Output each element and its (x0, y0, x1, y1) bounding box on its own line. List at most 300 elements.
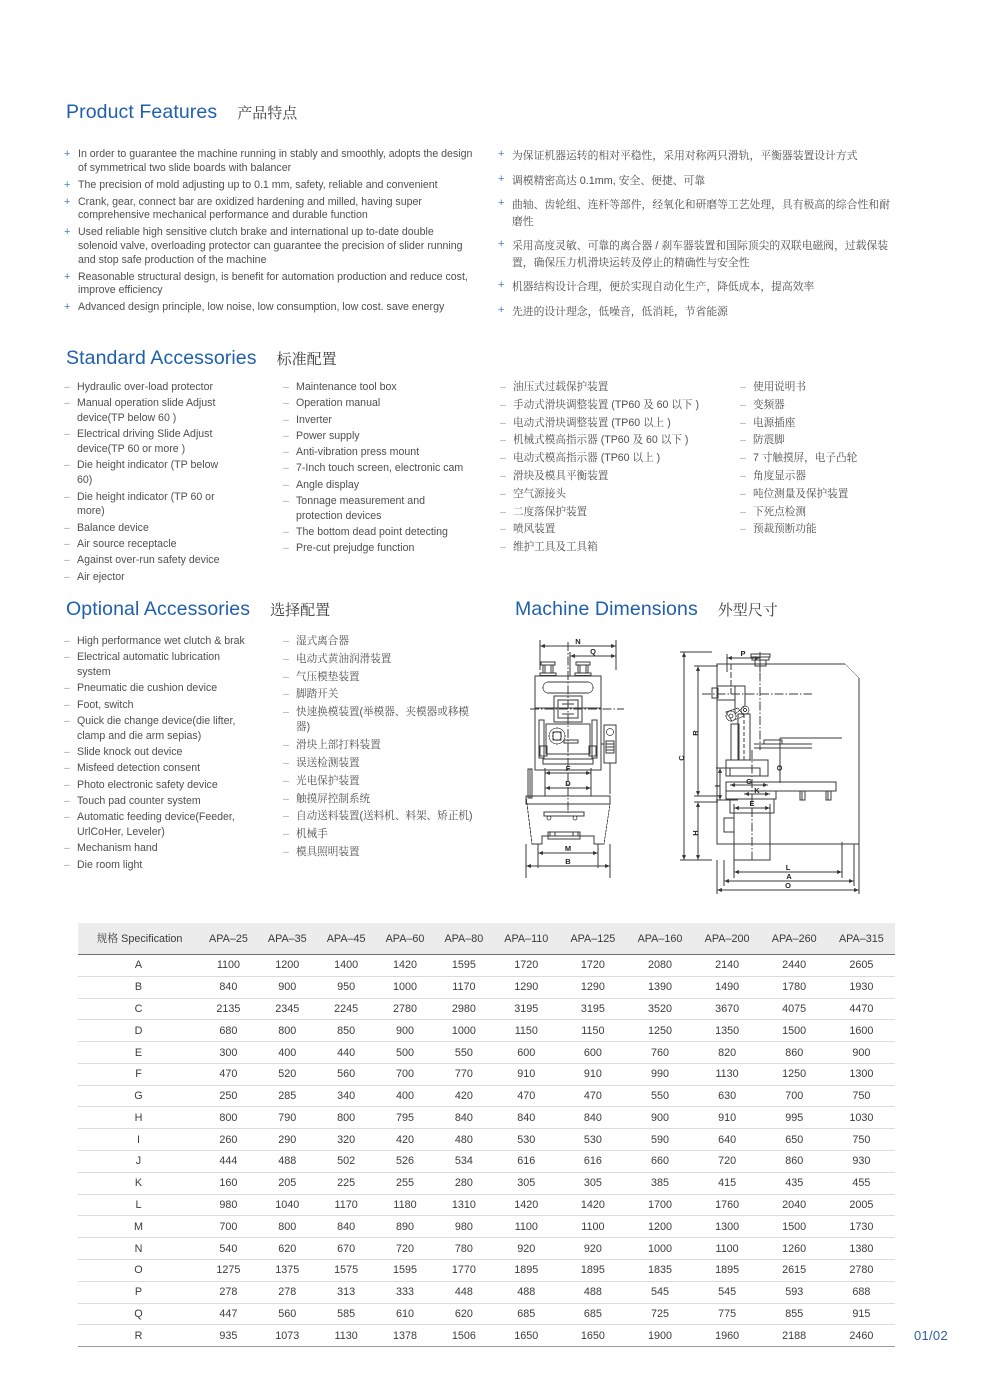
specification-table-container (78, 923, 895, 1347)
table-cell: 3520 (626, 998, 693, 1020)
dash-icon: – (283, 774, 289, 787)
list-item-text: Misfeed detection consent (77, 762, 201, 775)
table-cell: 980 (434, 1216, 493, 1238)
standard-accessories-col-en-2 (283, 380, 473, 558)
dash-icon: – (64, 381, 70, 393)
table-cell: 420 (434, 1085, 493, 1107)
table-row-label: H (78, 1107, 199, 1129)
list-item-text: Power supply (296, 429, 360, 442)
list-item-text: 触摸屏控制系统 (296, 792, 371, 805)
table-cell: 385 (626, 1172, 693, 1194)
dash-icon: – (740, 523, 746, 536)
table-cell: 800 (258, 1216, 317, 1238)
list-item (283, 380, 473, 395)
table-header-col-10: APA–315 (828, 923, 895, 955)
table-cell: 800 (199, 1107, 258, 1129)
table-cell: 225 (317, 1172, 376, 1194)
optional-accessories-heading (66, 598, 330, 621)
dash-icon: – (283, 845, 289, 858)
table-cell: 950 (317, 976, 376, 998)
table-cell: 278 (199, 1281, 258, 1303)
dim-label-P: P (740, 649, 746, 658)
list-item (64, 490, 236, 520)
table-cell: 448 (434, 1281, 493, 1303)
table-cell: 1073 (258, 1325, 317, 1347)
list-item-text: 喷风装置 (513, 523, 556, 536)
table-cell: 420 (376, 1129, 435, 1151)
list-item-text: 机械手 (296, 828, 328, 841)
dash-icon: – (283, 652, 289, 665)
list-item (283, 461, 473, 476)
table-cell: 1130 (694, 1063, 761, 1085)
table-cell: 2040 (761, 1194, 828, 1216)
table-cell: 640 (694, 1129, 761, 1151)
table-cell: 1275 (199, 1259, 258, 1281)
dim-label-O-inner: O (775, 765, 784, 771)
table-cell: 840 (199, 976, 258, 998)
plus-icon: + (64, 195, 71, 208)
dim-label-Q: Q (590, 647, 596, 656)
list-item (283, 652, 483, 667)
list-item-text: Manual operation slide Adjust device(TP below 60 ) (77, 397, 216, 425)
dash-icon: – (283, 670, 289, 683)
table-cell: 593 (761, 1281, 828, 1303)
table-cell: 900 (626, 1107, 693, 1129)
list-item-text: 使用说明书 (753, 381, 806, 393)
list-item-text: Quick die change device(die lifter, clamp and die arm sepias) (77, 714, 236, 742)
list-item-text: 空气源接头 (513, 487, 566, 500)
list-item-text: Crank, gear, connect bar are oxidized hardening and milled, having super comprehensive mechanical performance and durable function (78, 195, 422, 222)
table-row (78, 1303, 895, 1325)
table-cell: 2345 (258, 998, 317, 1020)
table-cell: 860 (761, 1042, 828, 1064)
list-item (64, 698, 246, 713)
table-cell: 1200 (626, 1216, 693, 1238)
list-item-text: Against over-run safety device (77, 554, 220, 567)
table-row-label: Q (78, 1303, 199, 1325)
table-cell: 1100 (694, 1238, 761, 1260)
list-item (740, 469, 920, 484)
list-item (740, 505, 920, 520)
specification-table (78, 923, 895, 1347)
dim-label-L: L (785, 863, 791, 872)
dash-icon: – (64, 762, 70, 775)
optional-accessories-title-cn: 选择配置 (270, 602, 331, 619)
dash-icon: – (64, 397, 70, 410)
table-header-col-4: APA–80 (434, 923, 493, 955)
list-item (283, 792, 483, 807)
list-item (64, 761, 246, 776)
dash-icon: – (740, 434, 746, 447)
dash-icon: – (283, 526, 289, 539)
list-item (64, 634, 246, 649)
list-item-text: Electrical automatic lubrication system (77, 651, 221, 679)
dash-icon: – (283, 688, 289, 701)
list-item (283, 809, 483, 824)
accessory-list (64, 634, 246, 872)
table-cell: 1380 (828, 1238, 895, 1260)
table-cell: 630 (694, 1085, 761, 1107)
dash-icon: – (283, 635, 289, 647)
dim-label-E: E (749, 799, 755, 808)
list-item-text: Anti-vibration press mount (296, 446, 420, 459)
list-item (64, 301, 474, 315)
list-item (740, 380, 920, 395)
table-cell: 1310 (434, 1194, 493, 1216)
table-cell: 920 (559, 1238, 626, 1260)
table-cell: 1180 (376, 1194, 435, 1216)
list-item-text: 电动式模高指示器 (TP60 以上 ) (513, 452, 661, 465)
dash-icon: – (500, 541, 506, 554)
table-row-label: K (78, 1172, 199, 1194)
table-cell: 990 (626, 1063, 693, 1085)
dash-icon: – (283, 381, 289, 393)
table-row (78, 1085, 895, 1107)
optional-accessories-title-en: Optional Accessories (66, 598, 251, 620)
list-item (500, 380, 732, 395)
list-item (283, 478, 473, 493)
list-item (64, 650, 246, 680)
list-item (500, 522, 732, 537)
list-item-text: 角度显示器 (753, 469, 806, 482)
list-item-text: 调模精密高达 0.1mm, 安全、便捷、可靠 (512, 174, 706, 187)
list-item (500, 451, 732, 466)
table-cell: 530 (493, 1129, 559, 1151)
table-cell: 550 (626, 1085, 693, 1107)
table-header-col-7: APA–160 (626, 923, 693, 955)
table-cell: 1040 (258, 1194, 317, 1216)
list-item-text: Slide knock out device (77, 746, 183, 759)
table-header-col-0: APA–25 (199, 923, 258, 955)
table-cell: 540 (199, 1238, 258, 1260)
table-cell: 1730 (828, 1216, 895, 1238)
dash-icon: – (283, 756, 289, 769)
dim-label-G: G (746, 777, 752, 786)
list-item (498, 197, 898, 230)
list-item (283, 429, 473, 444)
table-row (78, 1238, 895, 1260)
plus-icon: + (498, 197, 505, 209)
table-cell: 250 (199, 1085, 258, 1107)
table-cell: 700 (376, 1063, 435, 1085)
table-cell: 1030 (828, 1107, 895, 1129)
list-item-text: Pneumatic die cushion device (77, 682, 218, 695)
list-item-text: Automatic feeding device(Feeder, UrlCoHer, Leveler) (77, 811, 235, 839)
dash-icon: – (64, 554, 70, 567)
list-item (498, 304, 898, 321)
dash-icon: – (64, 858, 70, 871)
product-features-list-en (64, 148, 474, 319)
table-cell: 840 (434, 1107, 493, 1129)
table-cell: 502 (317, 1151, 376, 1173)
accessory-list (500, 380, 732, 555)
list-item-text: 模具照明装置 (296, 845, 360, 858)
table-header-col-9: APA–260 (761, 923, 828, 955)
list-item (740, 522, 920, 537)
table-cell: 1650 (559, 1325, 626, 1347)
table-cell: 1170 (317, 1194, 376, 1216)
list-item (283, 705, 483, 735)
table-cell: 447 (199, 1303, 258, 1325)
product-features-title-cn: 产品特点 (237, 105, 298, 122)
list-item-text: 为保证机器运转的相对平稳性，采用对称两只滑轨，平衡器装置设计方式 (512, 150, 858, 162)
table-cell: 320 (317, 1129, 376, 1151)
list-item (500, 416, 732, 431)
product-features-list-cn (498, 148, 898, 328)
list-item-text: 自动送料装置(送料机、料架、矫正机) (296, 810, 473, 823)
table-cell: 255 (376, 1172, 435, 1194)
list-item (64, 271, 474, 298)
list-item-text: 机器结构设计合理，便於实现自动化生产，降低成本，提高效率 (512, 281, 815, 293)
table-cell: 930 (828, 1151, 895, 1173)
list-item-text: Hydraulic over-load protector (77, 381, 214, 393)
table-cell: 205 (258, 1172, 317, 1194)
dash-icon: – (740, 416, 746, 429)
table-cell: 600 (493, 1042, 559, 1064)
table-cell: 305 (493, 1172, 559, 1194)
table-cell: 560 (317, 1063, 376, 1085)
table-row (78, 1216, 895, 1238)
list-item-text: 电源插座 (753, 416, 796, 429)
dash-icon: – (64, 521, 70, 534)
list-item-text: Photo electronic safety device (77, 778, 218, 791)
list-item-text: The precision of mold adjusting up to 0.1 mm, safety, reliable and convenient (78, 178, 438, 191)
list-item (64, 380, 236, 395)
table-cell: 700 (761, 1085, 828, 1107)
table-cell: 1100 (199, 955, 258, 977)
dash-icon: – (64, 635, 70, 647)
list-item-text: 维护工具及工具箱 (513, 541, 598, 554)
table-cell: 2460 (828, 1325, 895, 1347)
dash-icon: – (740, 469, 746, 482)
dash-icon: – (500, 416, 506, 429)
list-item-text: 7 寸触摸屏，电子凸轮 (753, 452, 858, 465)
list-item-text: 变频器 (753, 398, 785, 411)
list-item-text: Foot, switch (77, 698, 134, 711)
table-cell: 1770 (434, 1259, 493, 1281)
table-cell: 840 (317, 1216, 376, 1238)
machine-dimensions-title-cn: 外型尺寸 (717, 602, 778, 619)
table-cell: 620 (258, 1238, 317, 1260)
table-cell: 910 (493, 1063, 559, 1085)
table-cell: 3195 (493, 998, 559, 1020)
table-cell: 534 (434, 1151, 493, 1173)
table-cell: 585 (317, 1303, 376, 1325)
table-cell: 550 (434, 1042, 493, 1064)
list-item (498, 238, 898, 271)
table-cell: 900 (258, 976, 317, 998)
table-cell: 415 (694, 1172, 761, 1194)
standard-accessories-col-cn-1 (500, 380, 732, 558)
table-cell: 480 (434, 1129, 493, 1151)
list-item (64, 810, 246, 840)
list-item (500, 487, 732, 502)
dash-icon: – (64, 714, 70, 727)
table-cell: 1170 (434, 976, 493, 998)
table-cell: 1500 (761, 1216, 828, 1238)
table-cell: 790 (258, 1107, 317, 1129)
table-cell: 900 (828, 1042, 895, 1064)
dim-label-H: H (691, 830, 700, 836)
dash-icon: – (283, 478, 289, 491)
dash-icon: – (283, 828, 289, 841)
list-item (64, 553, 236, 568)
dash-icon: – (500, 487, 506, 500)
table-cell: 840 (559, 1107, 626, 1129)
accessory-list (740, 380, 920, 538)
machine-drawing-svg (512, 628, 912, 896)
table-cell: 2780 (828, 1259, 895, 1281)
table-cell: 1960 (694, 1325, 761, 1347)
list-item-text: 电动式滑块调整装置 (TP60 以上 ) (513, 416, 671, 429)
list-item-text: 防震脚 (753, 434, 785, 447)
table-cell: 1150 (559, 1020, 626, 1042)
table-cell: 470 (559, 1085, 626, 1107)
list-item (64, 179, 474, 193)
table-cell: 1420 (376, 955, 435, 977)
list-item (64, 745, 246, 760)
table-cell: 670 (317, 1238, 376, 1260)
table-cell: 2780 (376, 998, 435, 1020)
standard-accessories-title-cn: 标准配置 (276, 351, 337, 368)
table-cell: 850 (317, 1020, 376, 1042)
table-cell: 500 (376, 1042, 435, 1064)
dash-icon: – (500, 434, 506, 447)
table-cell: 700 (199, 1216, 258, 1238)
table-cell: 520 (258, 1063, 317, 1085)
table-cell: 680 (199, 1020, 258, 1042)
list-item-text: Used reliable high sensitive clutch brake and international up to-date double solenoid valve, overloading protector can guarantee the precision of slider running and stop safe production of the machine (78, 226, 463, 266)
list-item-text: 二度落保护装置 (513, 505, 588, 518)
list-item (500, 469, 732, 484)
list-item-text: Maintenance tool box (296, 381, 397, 393)
list-item (283, 774, 483, 789)
table-cell: 488 (559, 1281, 626, 1303)
table-row (78, 1107, 895, 1129)
list-item-text: Mechanism hand (77, 842, 158, 855)
table-header-col-3: APA–60 (376, 923, 435, 955)
table-cell: 935 (199, 1325, 258, 1347)
dash-icon: – (740, 452, 746, 465)
list-item-text: Operation manual (296, 397, 381, 410)
table-row-label: L (78, 1194, 199, 1216)
table-cell: 440 (317, 1042, 376, 1064)
product-features-heading (66, 101, 297, 124)
table-cell: 660 (626, 1151, 693, 1173)
table-cell: 800 (258, 1020, 317, 1042)
list-item (64, 841, 246, 856)
table-row (78, 1194, 895, 1216)
dim-label-R: R (691, 730, 700, 736)
table-row-label: D (78, 1020, 199, 1042)
table-cell: 285 (258, 1085, 317, 1107)
list-item (283, 827, 483, 842)
table-cell: 1595 (376, 1259, 435, 1281)
list-item-text: High performance wet clutch & brak (77, 635, 245, 647)
plus-icon: + (64, 270, 71, 283)
dash-icon: – (64, 490, 70, 503)
dash-icon: – (64, 651, 70, 664)
list-item (283, 756, 483, 771)
list-item-text: 油压式过载保护装置 (513, 381, 609, 393)
plus-icon: + (64, 148, 71, 160)
table-cell: 1780 (761, 976, 828, 998)
table-row (78, 1172, 895, 1194)
table-cell: 488 (258, 1151, 317, 1173)
table-header-spec: 规格 Specification (78, 923, 199, 955)
table-row-label: R (78, 1325, 199, 1347)
table-cell: 1100 (559, 1216, 626, 1238)
table-cell: 1835 (626, 1259, 693, 1281)
table-cell: 1000 (626, 1238, 693, 1260)
table-cell: 2188 (761, 1325, 828, 1347)
table-cell: 1400 (317, 955, 376, 977)
list-item-text: Angle display (296, 478, 360, 491)
table-cell: 530 (559, 1129, 626, 1151)
table-cell: 720 (376, 1238, 435, 1260)
list-item-text: 湿式离合器 (296, 635, 349, 647)
table-cell: 455 (828, 1172, 895, 1194)
table-cell: 1575 (317, 1259, 376, 1281)
table-cell: 800 (317, 1107, 376, 1129)
list-item (740, 433, 920, 448)
table-cell: 1250 (761, 1063, 828, 1085)
list-item (64, 858, 246, 873)
table-row-label: B (78, 976, 199, 998)
table-cell: 1200 (258, 955, 317, 977)
list-item (64, 778, 246, 793)
dash-icon: – (283, 739, 289, 752)
dash-icon: – (64, 459, 70, 472)
list-item (498, 279, 898, 296)
table-row (78, 976, 895, 998)
table-cell: 1895 (559, 1259, 626, 1281)
dash-icon: – (64, 811, 70, 824)
table-header-row (78, 923, 895, 955)
table-cell: 750 (828, 1129, 895, 1151)
list-item (500, 398, 732, 413)
table-cell: 278 (258, 1281, 317, 1303)
table-row-label: J (78, 1151, 199, 1173)
table-cell: 1378 (376, 1325, 435, 1347)
table-cell: 313 (317, 1281, 376, 1303)
list-item-text: Die height indicator (TP below 60) (77, 459, 219, 487)
list-item-text: Electrical driving Slide Adjust device(TP 60 or more ) (77, 428, 213, 456)
dash-icon: – (500, 469, 506, 482)
list-item (64, 458, 236, 488)
table-cell: 1420 (559, 1194, 626, 1216)
list-item-text: Tonnage measurement and protection devices (296, 495, 425, 522)
list-item-text: 光电保护装置 (296, 774, 360, 787)
list-item (283, 670, 483, 685)
dash-icon: – (283, 413, 289, 426)
table-cell: 1300 (694, 1216, 761, 1238)
dash-icon: – (283, 446, 289, 459)
list-item-text: 机械式模高指示器 (TP60 及 60 以下 ) (513, 434, 689, 447)
table-header-col-2: APA–45 (317, 923, 376, 955)
list-item (283, 525, 473, 540)
table-cell: 795 (376, 1107, 435, 1129)
dash-icon: – (740, 487, 746, 500)
dash-icon: – (740, 505, 746, 518)
table-cell: 1290 (559, 976, 626, 998)
table-cell: 1150 (493, 1020, 559, 1042)
table-row-label: G (78, 1085, 199, 1107)
dim-label-C: C (677, 755, 686, 761)
table-row-label: C (78, 998, 199, 1020)
table-cell: 780 (434, 1238, 493, 1260)
table-cell: 1250 (626, 1020, 693, 1042)
